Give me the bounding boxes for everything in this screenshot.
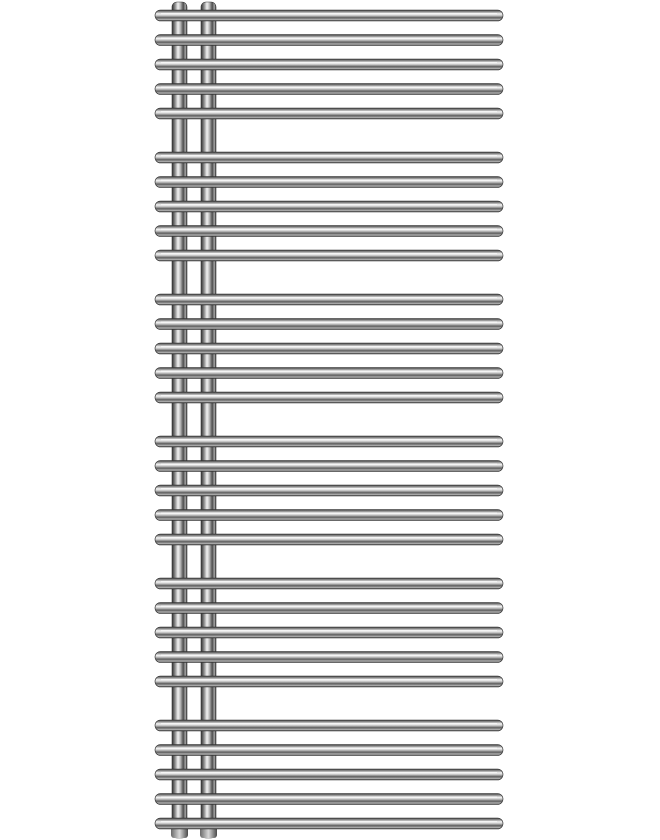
horizontal-bar (155, 294, 503, 305)
horizontal-bar (155, 794, 503, 805)
horizontal-bar (155, 818, 503, 829)
horizontal-bar (155, 578, 503, 589)
horizontal-bar (155, 59, 503, 70)
horizontal-bar (155, 510, 503, 521)
bar-tube (155, 108, 503, 119)
bar-tube (155, 510, 503, 521)
horizontal-bar (155, 177, 503, 188)
horizontal-bar (155, 627, 503, 638)
bar-tube (155, 534, 503, 545)
horizontal-bar (155, 108, 503, 119)
bar-tube (155, 676, 503, 687)
bar-tube (155, 10, 503, 21)
bar-tube (155, 578, 503, 589)
bar-tube (155, 627, 503, 638)
bar-tube (155, 177, 503, 188)
horizontal-bar (155, 652, 503, 663)
horizontal-bar (155, 534, 503, 545)
bar-tube (155, 319, 503, 330)
horizontal-bar (155, 10, 503, 21)
horizontal-bar (155, 436, 503, 447)
vertical-pipe-1 (172, 2, 187, 838)
bar-tube (155, 603, 503, 614)
bar-tube (155, 818, 503, 829)
bar-tube (155, 769, 503, 780)
bar-tube (155, 485, 503, 496)
horizontal-bar (155, 720, 503, 731)
bar-tube (155, 201, 503, 212)
bar-tube (155, 84, 503, 95)
horizontal-bar (155, 319, 503, 330)
horizontal-bar (155, 84, 503, 95)
bar-tube (155, 392, 503, 403)
horizontal-bar (155, 745, 503, 756)
bar-tube (155, 226, 503, 237)
bar-tube (155, 35, 503, 46)
vertical-pipe-2 (201, 2, 216, 838)
horizontal-bar (155, 35, 503, 46)
bar-tube (155, 436, 503, 447)
horizontal-bar (155, 769, 503, 780)
horizontal-bar (155, 603, 503, 614)
bar-tube (155, 652, 503, 663)
bar-tube (155, 294, 503, 305)
horizontal-bar (155, 226, 503, 237)
horizontal-bar (155, 368, 503, 379)
horizontal-bar (155, 485, 503, 496)
bar-tube (155, 59, 503, 70)
bar-tube (155, 152, 503, 163)
bar-tube (155, 461, 503, 472)
horizontal-bar (155, 392, 503, 403)
bar-tube (155, 368, 503, 379)
bar-tube (155, 250, 503, 261)
bar-tube (155, 745, 503, 756)
horizontal-bar (155, 676, 503, 687)
horizontal-bar (155, 201, 503, 212)
horizontal-bar (155, 152, 503, 163)
horizontal-bar (155, 461, 503, 472)
horizontal-bar (155, 343, 503, 354)
bar-tube (155, 720, 503, 731)
bar-tube (155, 794, 503, 805)
bar-tube (155, 343, 503, 354)
horizontal-bar (155, 250, 503, 261)
